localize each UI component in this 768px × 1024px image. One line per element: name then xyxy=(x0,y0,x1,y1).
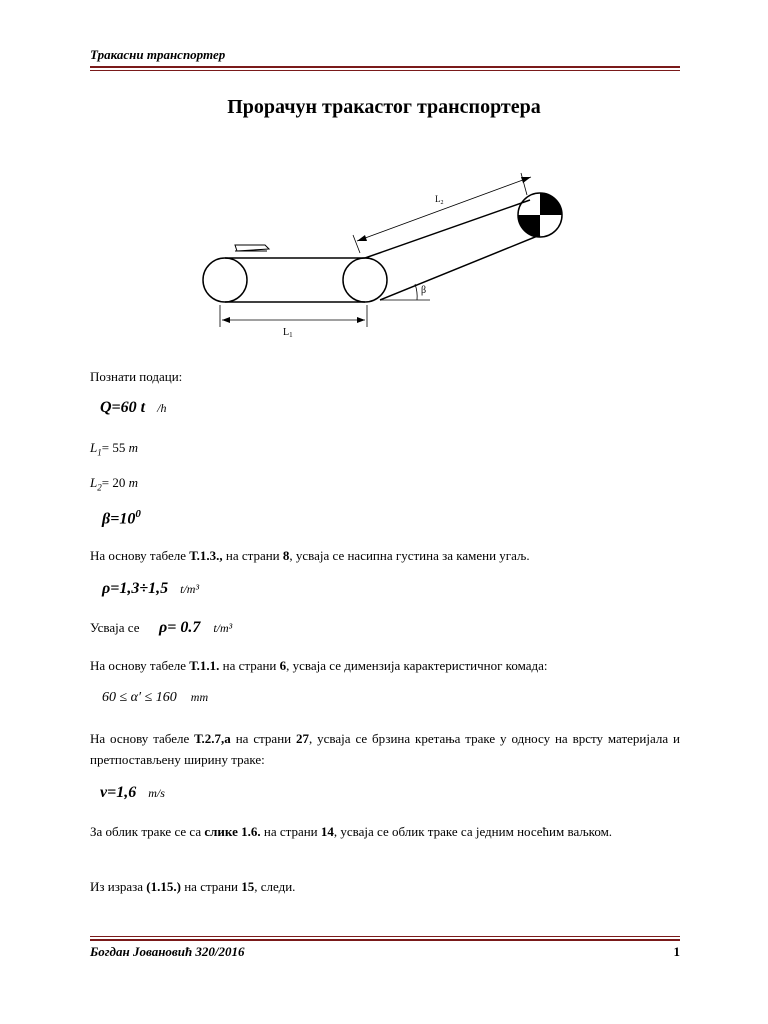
alpha-formula: 60 ≤ α′ ≤ 160 mm xyxy=(102,690,209,705)
drive-pulley-quadrant-2 xyxy=(518,215,540,237)
l2-arrow-right xyxy=(521,177,531,183)
footer-rule xyxy=(90,939,680,941)
beta-formula: $\beta=10^0$ xyxy=(102,508,141,528)
middle-pulley xyxy=(343,258,387,302)
rho-adopted: Усваја се ρ= 0.7 t/m³ xyxy=(90,619,233,636)
known-data-label: Познати подаци: xyxy=(90,369,183,384)
left-pulley xyxy=(203,258,247,302)
paragraph-speed: На основу табеле Т.2.7,а на страни 27, усваја се брзина кретања траке у односу на врсту материјала и претпостављену ширину траке: xyxy=(90,731,680,767)
page-number: 1 xyxy=(673,944,680,959)
v-formula: v=1,6 m/s xyxy=(100,784,165,801)
l1-value: $L_1= 55$ m xyxy=(90,440,138,458)
q-formula: Q=60 t /h xyxy=(100,399,167,416)
l2-value: $L_2= 20$ m xyxy=(90,475,138,493)
running-header: Тракасни транспортер xyxy=(90,47,226,62)
page-title: Прорачун тракастог транспортера xyxy=(227,96,541,118)
header-rule xyxy=(90,66,680,68)
paragraph-lump-size: На основу табеле Т.1.1. на страни 6, усваја се димензија карактеристичног комада: xyxy=(90,658,548,673)
header-rule-thin xyxy=(90,70,680,71)
footer-author: Богдан Јовановић 320/2016 xyxy=(90,944,245,959)
l2-arrow-left xyxy=(357,235,367,241)
l1-arrow-left xyxy=(222,317,230,323)
paragraph-expression: Из израза (1.15.) на страни 15, следи. xyxy=(90,879,296,894)
l1-label: $L_1$ xyxy=(283,327,293,339)
l2-ext-right xyxy=(521,173,527,195)
l1-arrow-right xyxy=(357,317,365,323)
paragraph-density: На основу табеле Т.1.3., на страни 8, усваја се насипна густина за камени угаљ. xyxy=(90,548,530,563)
l2-label: $L_2$ xyxy=(435,194,444,206)
footer-rule-thin xyxy=(90,936,680,937)
conveyor-diagram xyxy=(195,165,580,345)
paragraph-belt-shape: За облик траке се са слике 1.6. на страни 14, усваја се облик траке са једним носећим ваљком. xyxy=(90,824,613,839)
material-load xyxy=(235,245,269,251)
rho-range-formula: ρ=1,3÷1,5 t/m³ xyxy=(102,580,200,597)
beta-label: β xyxy=(421,285,427,296)
drive-pulley-quadrant-1 xyxy=(540,193,562,215)
l2-ext-left xyxy=(353,235,360,253)
